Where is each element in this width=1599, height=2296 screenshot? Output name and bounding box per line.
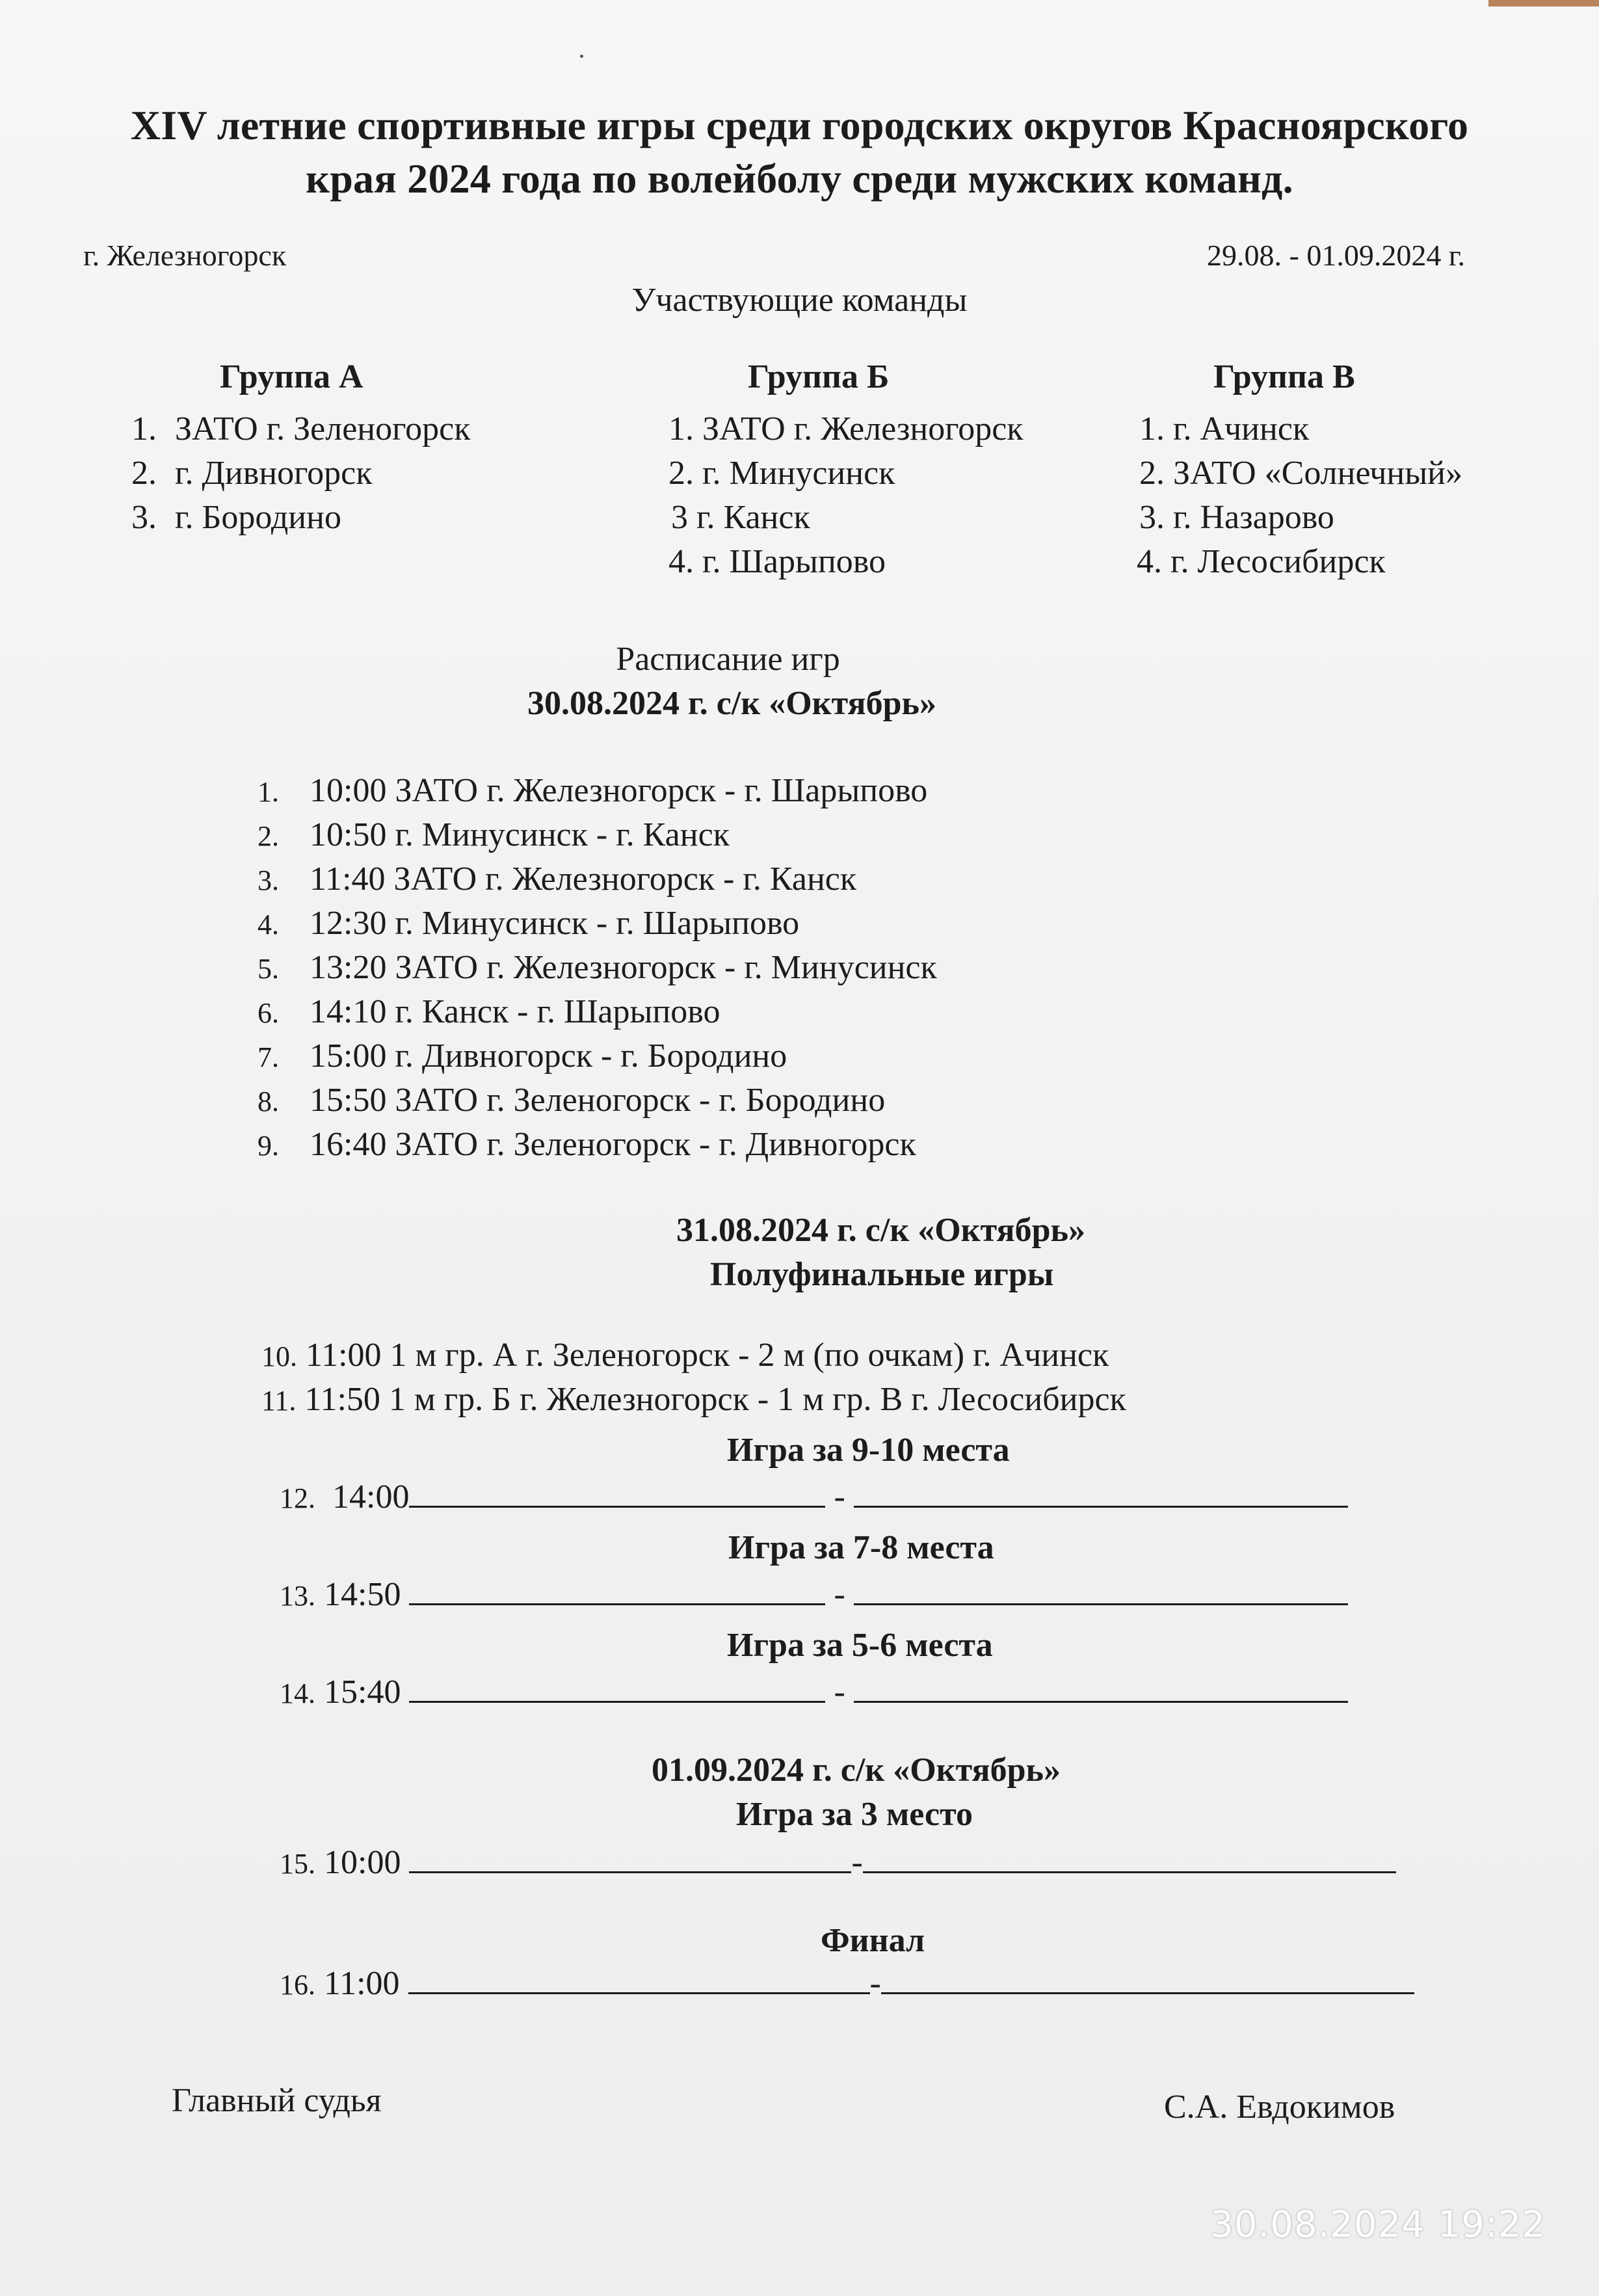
- game-8: 8. 15:50 ЗАТО г. Зеленогорск - г. Бородино: [258, 1082, 886, 1119]
- team-blank-right: [854, 1478, 1348, 1508]
- game-3: 3. 11:40 ЗАТО г. Железногорск - г. Канск: [258, 861, 857, 898]
- game-6: 6. 14:10 г. Канск - г. Шарыпово: [258, 993, 720, 1030]
- game-12: 12. 14:00 -: [280, 1478, 1348, 1516]
- teams-heading: Участвующие команды: [631, 282, 968, 319]
- place-9-10-heading: Игра за 9-10 места: [727, 1432, 1010, 1469]
- team-blank-left: [409, 1674, 825, 1703]
- third-place-heading: Игра за 3 место: [736, 1796, 973, 1833]
- game-13: 13. 14:50 -: [280, 1575, 1348, 1614]
- event-dates: 29.08. - 01.09.2024 г.: [1207, 239, 1465, 272]
- group-a-heading: Группа А: [220, 358, 363, 395]
- game-7: 7. 15:00 г. Дивногорск - г. Бородино: [258, 1037, 787, 1075]
- group-a-team-1: 1. ЗАТО г. Зеленогорск: [131, 410, 471, 447]
- game-1: 1. 10:00 ЗАТО г. Железногорск - г. Шарыпово: [258, 772, 928, 809]
- place-5-6-heading: Игра за 5-6 места: [727, 1627, 993, 1664]
- game-16: 16. 11:00 -: [280, 1964, 1414, 2003]
- day1-heading: 30.08.2024 г. с/к «Октябрь»: [527, 685, 937, 722]
- game-5: 5. 13:20 ЗАТО г. Железногорск - г. Минусинск: [258, 949, 937, 986]
- game-9: 9. 16:40 ЗАТО г. Зеленогорск - г. Дивногорск: [258, 1126, 916, 1163]
- group-b-team-1: 1. ЗАТО г. Железногорск: [668, 410, 1024, 447]
- group-a-team-2: 2. г. Дивногорск: [131, 455, 373, 492]
- team-blank-left: [409, 1478, 825, 1508]
- judge-label: Главный судья: [172, 2082, 382, 2119]
- judge-name: С.А. Евдокимов: [1164, 2089, 1395, 2126]
- team-blank-left: [409, 1576, 825, 1605]
- team-blank-left: [408, 1965, 870, 1994]
- team-blank-right: [854, 1674, 1348, 1703]
- semifinal-2: 11. 11:50 1 м гр. Б г. Железногорск - 1 м гр. В г. Лесосибирск: [261, 1381, 1126, 1418]
- photo-timestamp: 30.08.2024 19:22: [1210, 2204, 1546, 2246]
- group-b-heading: Группа Б: [748, 358, 890, 395]
- group-b-team-3: 3 г. Канск: [671, 499, 810, 536]
- group-v-team-3: 3. г. Назарово: [1139, 499, 1334, 536]
- group-v-team-2: 2. ЗАТО «Солнечный»: [1139, 455, 1462, 492]
- background-edge: [1488, 0, 1599, 7]
- schedule-heading: Расписание игр: [616, 641, 840, 678]
- paper-speck: [580, 55, 583, 58]
- semifinal-heading: Полуфинальные игры: [710, 1256, 1054, 1293]
- group-b-team-4: 4. г. Шарыпово: [668, 543, 886, 580]
- group-v-team-4: 4. г. Лесосибирск: [1137, 543, 1386, 580]
- title-line-2: края 2024 года по волейболу среди мужских команд.: [306, 155, 1293, 202]
- final-heading: Финал: [821, 1922, 925, 1959]
- game-4: 4. 12:30 г. Минусинск - г. Шарыпово: [258, 905, 800, 942]
- team-blank-right: [881, 1965, 1414, 1994]
- group-b-team-2: 2. г. Минусинск: [668, 455, 895, 492]
- semifinal-1: 10. 11:00 1 м гр. А г. Зеленогорск - 2 м (по очкам) г. Ачинск: [261, 1337, 1109, 1374]
- event-city: г. Железногорск: [83, 239, 287, 272]
- team-blank-right: [854, 1576, 1348, 1605]
- day2-heading: 31.08.2024 г. с/к «Октябрь»: [676, 1212, 1086, 1249]
- group-v-heading: Группа В: [1213, 358, 1355, 395]
- group-a-team-3: 3. г. Бородино: [131, 499, 341, 536]
- team-blank-left: [409, 1844, 851, 1873]
- game-15: 15. 10:00 -: [280, 1843, 1396, 1882]
- game-2: 2. 10:50 г. Минусинск - г. Канск: [258, 816, 730, 853]
- game-14: 14. 15:40 -: [280, 1673, 1348, 1711]
- team-blank-right: [863, 1844, 1396, 1873]
- day3-heading: 01.09.2024 г. с/к «Октябрь»: [652, 1752, 1061, 1789]
- place-7-8-heading: Игра за 7-8 места: [728, 1529, 994, 1566]
- title-line-1: XIV летние спортивные игры среди городских округов Красноярского: [130, 102, 1469, 148]
- group-v-team-1: 1. г. Ачинск: [1139, 410, 1310, 447]
